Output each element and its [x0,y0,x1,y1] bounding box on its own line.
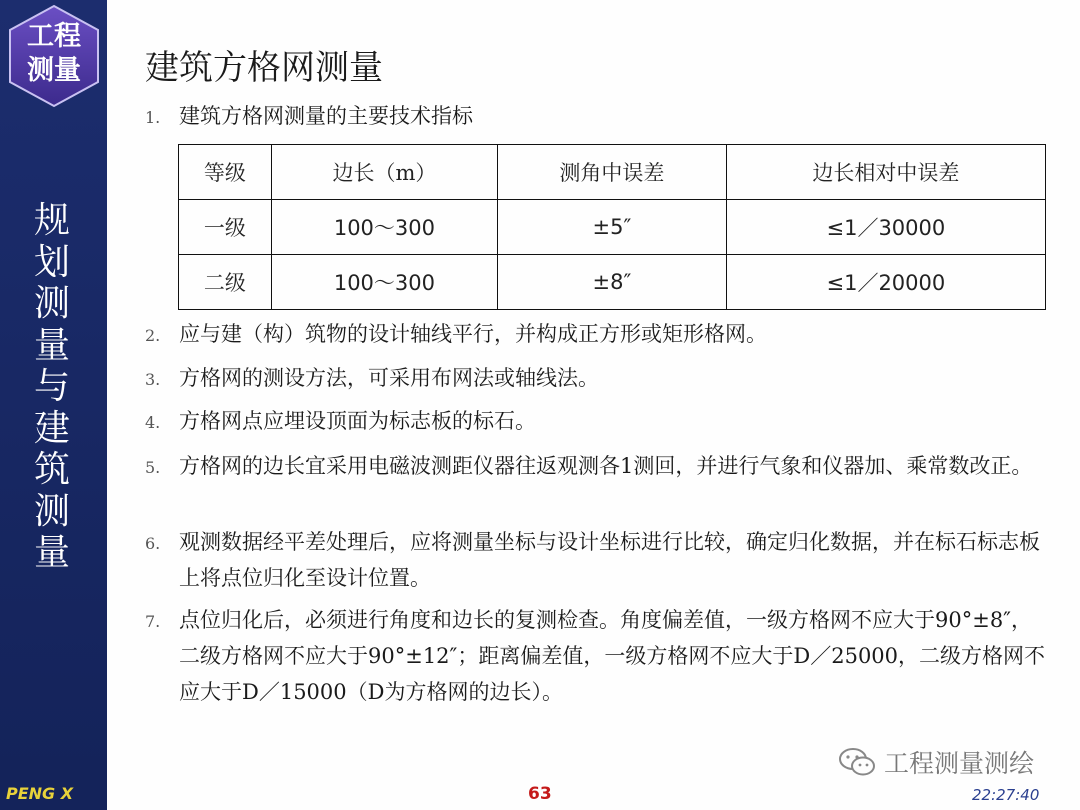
list-text: 方格网的测设方法，可采用布网法或轴线法。 [179,366,599,390]
list-text: 应与建（构）筑物的设计轴线平行，并构成正方形或矩形格网。 [179,322,767,346]
wechat-icon [838,747,876,777]
author-label: PENG X [6,784,74,803]
table-cell: ≤1／30000 [726,200,1045,255]
watermark-text: 工程测量测绘 [884,749,1035,778]
spec-table [178,144,1046,310]
list-number: 3. [145,370,161,389]
vertical-title-char: 划 [33,241,70,283]
vertical-section-title [22,200,82,574]
table-cell: ≤1／20000 [726,255,1045,310]
list-number: 2. [145,326,161,345]
course-badge [6,4,102,108]
table-cell: ±8″ [498,255,727,310]
list-text: 建筑方格网测量的主要技术指标 [179,104,473,128]
vertical-title-char: 建 [33,407,70,449]
table-cell: 二级 [179,255,272,310]
vertical-title-char: 量 [33,324,70,366]
slide-title: 建筑方格网测量 [145,48,383,88]
badge-line-1: 工程 [27,21,81,52]
vertical-title-char: 规 [33,200,70,241]
badge-line-2: 测量 [27,55,81,86]
table-header-cell: 边长相对中误差 [726,145,1045,200]
list-item [145,360,1050,398]
list-number: 1. [145,108,161,127]
table-cell: ±5″ [498,200,727,255]
list-text: 观测数据经平差处理后，应将测量坐标与设计坐标进行比较，确定归化数据，并在标石标志板上将点位归化至设计位置。 [179,530,1040,590]
table-cell: 100～300 [271,255,497,310]
page-number: 63 [528,784,552,804]
table-header-cell: 边长（m） [271,145,497,200]
watermark [838,744,1034,780]
vertical-title-char: 量 [33,532,70,573]
list-item [145,448,1050,486]
list-item [145,403,1050,441]
list-text: 方格网的边长宜采用电磁波测距仪器往返观测各1测回，并进行气象和仪器加、乘常数改正。 [179,454,1033,478]
vertical-title-char: 与 [33,366,70,407]
table-header-cell: 等级 [179,145,272,200]
list-item [145,316,1050,354]
list-item [145,98,1050,136]
table-row [179,255,1046,310]
list-number: 6. [145,534,161,553]
list-text: 点位归化后，必须进行角度和边长的复测检查。角度偏差值，一级方格网不应大于90°±8″，二级方格网不应大于90°±12″；距离偏差值，一级方格网不应大于D／25000，二级方格网不应大于D／15000（D为方格网的边长）。 [179,608,1046,704]
list-number: 4. [145,413,161,432]
table-row [179,200,1046,255]
list-item [145,602,1050,704]
timestamp: 22:27:40 [972,786,1040,804]
vertical-title-char: 测 [33,283,70,324]
list-number: 7. [145,612,161,631]
sidebar [0,0,107,778]
list-item [145,524,1050,590]
vertical-title-char: 筑 [33,449,70,490]
table-header-row [179,145,1046,200]
table-cell: 100～300 [271,200,497,255]
vertical-title-char: 测 [33,490,70,532]
table-cell: 一级 [179,200,272,255]
table-header-cell: 测角中误差 [498,145,727,200]
list-number: 5. [145,458,161,477]
list-text: 方格网点应埋设顶面为标志板的标石。 [179,409,536,433]
